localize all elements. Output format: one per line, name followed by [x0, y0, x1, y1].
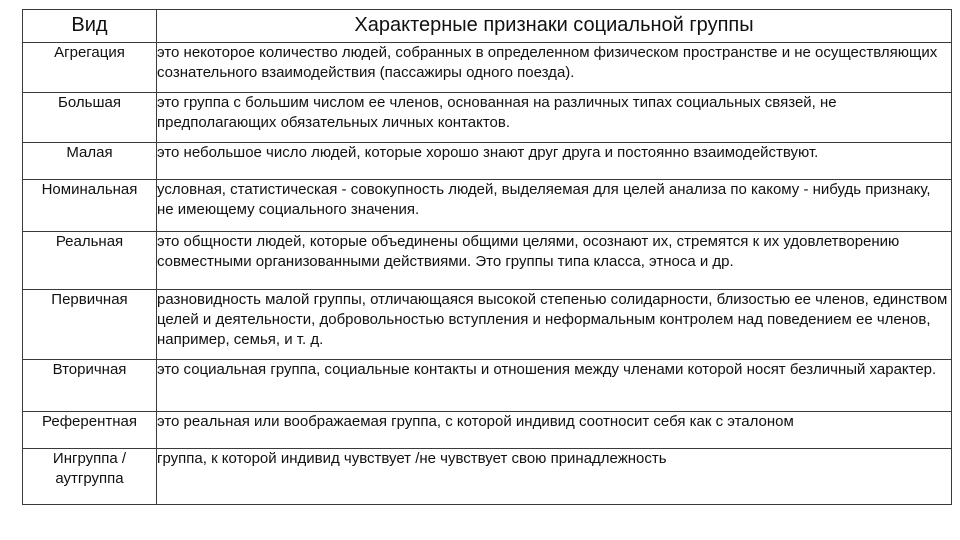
row-description: это некоторое количество людей, собранных в определенном физическом пространстве и не осуществляющих сознательного взаимодействия (пассажиры одного поезда).	[157, 43, 952, 93]
row-description: группа, к которой индивид чувствует /не чувствует свою принадлежность	[157, 449, 952, 505]
row-description: это группа с большим числом ее членов, основанная на различных типах социальных связей, не предполагающих обязательных личных контактов.	[157, 93, 952, 143]
row-description: разновидность малой группы, отличающаяся высокой степенью солидарности, близостью ее членов, единством целей и деятельности, добровольностью вступления и неформальным контролем над поведением ее членов, например, семья, и т. д.	[157, 290, 952, 360]
row-description: это социальная группа, социальные контакты и отношения между членами которой носят безличный характер.	[157, 360, 952, 412]
table-row	[23, 412, 952, 449]
row-kind: Ингруппа / аутгруппа	[23, 449, 157, 505]
row-kind: Большая	[23, 93, 157, 143]
row-kind: Первичная	[23, 290, 157, 360]
header-row	[23, 10, 952, 43]
table-row	[23, 43, 952, 93]
table-row	[23, 180, 952, 232]
row-description: это реальная или воображаемая группа, с которой индивид соотносит себя как с эталоном	[157, 412, 952, 449]
row-kind: Референтная	[23, 412, 157, 449]
row-kind: Номинальная	[23, 180, 157, 232]
row-kind: Реальная	[23, 232, 157, 290]
row-description: это небольшое число людей, которые хорошо знают друг друга и постоянно взаимодействуют.	[157, 143, 952, 180]
row-kind: Малая	[23, 143, 157, 180]
row-kind: Агрегация	[23, 43, 157, 93]
table-row	[23, 360, 952, 412]
header-features: Характерные признаки социальной группы	[157, 10, 952, 43]
social-groups-table	[22, 9, 952, 505]
table-row	[23, 232, 952, 290]
table-row	[23, 290, 952, 360]
header-kind: Вид	[23, 10, 157, 43]
row-kind: Вторичная	[23, 360, 157, 412]
row-description: условная, статистическая - совокупность людей, выделяемая для целей анализа по какому - нибудь признаку, не имеющему социального значения.	[157, 180, 952, 232]
row-description: это общности людей, которые объединены общими целями, осознают их, стремятся к их удовлетворению совместными организованными действиями. Это группы типа класса, этноса и др.	[157, 232, 952, 290]
table-row	[23, 143, 952, 180]
table-row	[23, 449, 952, 505]
table-row	[23, 93, 952, 143]
